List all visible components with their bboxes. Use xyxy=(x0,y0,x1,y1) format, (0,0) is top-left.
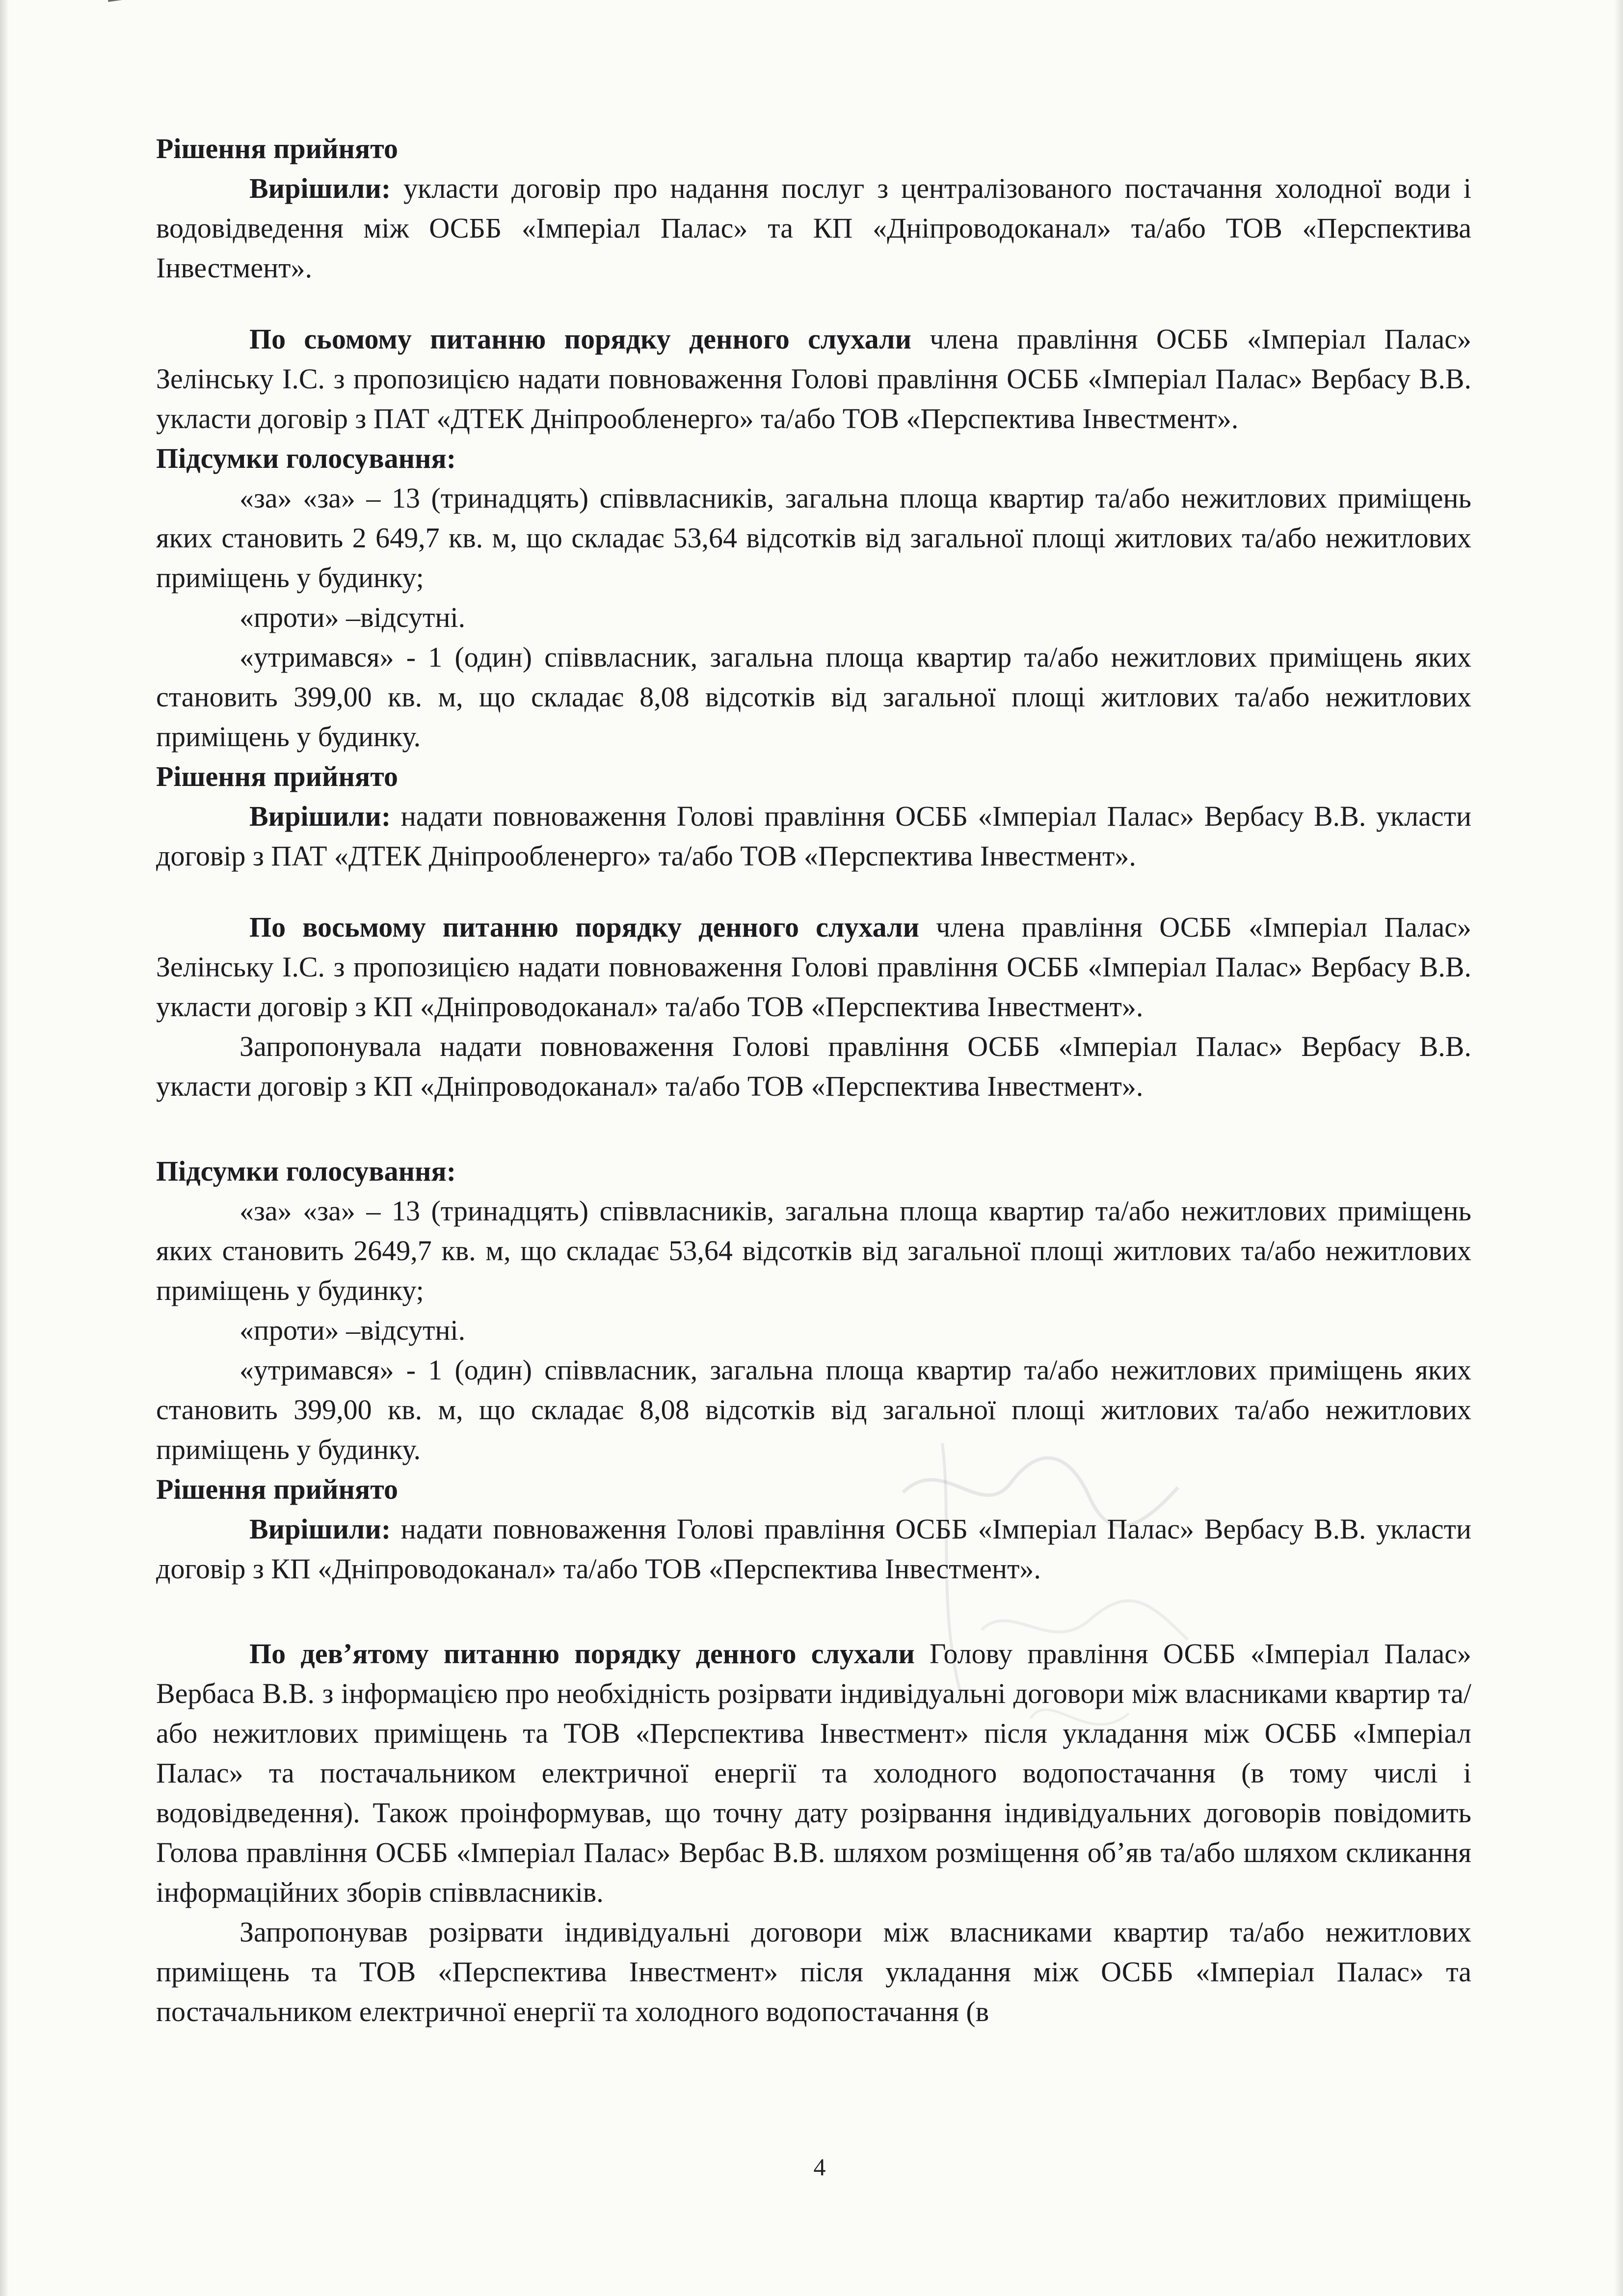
paragraph-lead: Вирішили: xyxy=(249,1513,391,1545)
body-paragraph xyxy=(156,1191,1471,1310)
paragraph-text: укласти договір про надання послуг з централізованого постачання холодної води і водовідведення між ОСББ «Імперіал Палас» та КП «Дніпроводоканал» та/або ТОВ «Перспектива Інвестмент». xyxy=(156,172,1471,284)
paragraph-lead: По дев’ятому питанню порядку денного слухали xyxy=(249,1638,915,1670)
paragraph-text: «утримався» - 1 (один) співвласник, загальна площа квартир та/або нежитлових приміщень яких становить 399,00 кв. м, що складає 8,08 відсотків від загальної площі житлових та/або нежитлових приміщень у будинку. xyxy=(156,1354,1471,1465)
document-body xyxy=(156,129,1471,2031)
body-paragraph xyxy=(156,168,1471,288)
scan-edge-right xyxy=(1614,0,1623,2296)
section-heading: Рішення прийнято xyxy=(156,133,398,164)
section-heading: Підсумки голосування: xyxy=(156,442,456,474)
paragraph-text: Запропонувала надати повноваження Голові правління ОСББ «Імперіал Палас» Вербасу В.В. укласти договір з КП «Дніпроводоканал» та/або ТОВ «Перспектива Інвестмент». xyxy=(156,1030,1471,1102)
paragraph-lead: Вирішили: xyxy=(249,800,391,832)
scan-corner-mark xyxy=(108,0,139,15)
body-paragraph xyxy=(156,1912,1471,2031)
section-heading: Рішення прийнято xyxy=(156,1473,398,1505)
body-paragraph xyxy=(156,1509,1471,1589)
paragraph-text: члена правління ОСББ «Імперіал Палас» Зелінську І.С. з пропозицією надати повноваження Голові правління ОСББ «Імперіал Палас» Вербасу В.В. укласти договір з КП «Дніпроводоканал» та/або ТОВ «Перспектива Інвестмент». xyxy=(156,911,1471,1023)
paragraph-text: Голову правління ОСББ «Імперіал Палас» Вербаса В.В. з інформацією про необхідність розірвати індивідуальні договори між власниками квартир та/або нежитлових приміщень та ТОВ «Перспектива Інвестмент» після укладання між ОСББ «Імперіал Палас» та постачальником електричної енергії та холодного водопостачання (в тому числі і водовідведення). Також проінформував, що точну дату розірвання індивідуальних договорів повідомить Голова правління ОСББ «Імперіал Палас» Вербас В.В. шляхом розміщення об’яв та/або шляхом скликання інформаційних зборів співвласників. xyxy=(156,1638,1471,1908)
page-number: 4 xyxy=(813,2153,826,2181)
paragraph-text: «утримався» - 1 (один) співвласник, загальна площа квартир та/або нежитлових приміщень яких становить 399,00 кв. м, що складає 8,08 відсотків від загальної площі житлових та/або нежитлових приміщень у будинку. xyxy=(156,641,1471,753)
scan-edge-left xyxy=(0,0,9,2296)
body-paragraph xyxy=(156,796,1471,876)
body-paragraph xyxy=(156,319,1471,438)
paragraph-text: надати повноваження Голові правління ОСББ «Імперіал Палас» Вербасу В.В. укласти договір з ПАТ «ДТЕК Дніпрообленерго» та/або ТОВ «Перспектива Інвестмент». xyxy=(156,800,1471,872)
paragraph-lead: По сьомому питанню порядку денного слухали xyxy=(249,323,912,355)
paragraph-lead: По восьмому питанню порядку денного слухали xyxy=(249,911,920,943)
paragraph-gap xyxy=(156,876,1471,907)
body-paragraph xyxy=(156,1026,1471,1106)
body-paragraph xyxy=(156,1350,1471,1469)
paragraph-text: «за» «за» – 13 (тринадцять) співвласників, загальна площа квартир та/або нежитлових приміщень яких становить 2649,7 кв. м, що складає 53,64 відсотків від загальної площі житлових та/або нежитлових приміщень у будинку; xyxy=(156,1195,1471,1306)
body-paragraph xyxy=(156,597,1471,637)
paragraph-text: Запропонував розірвати індивідуальні договори між власниками квартир та/або нежитлових приміщень та ТОВ «Перспектива Інвестмент» після укладання між ОСББ «Імперіал Палас» та постачальником електричної енергії та холодного водопостачання (в xyxy=(156,1916,1471,2027)
paragraph-gap xyxy=(156,1106,1471,1151)
paragraph-text: «за» «за» – 13 (тринадцять) співвласників, загальна площа квартир та/або нежитлових приміщень яких становить 2 649,7 кв. м, що складає 53,64 відсотків від загальної площі житлових та/або нежитлових приміщень у будинку; xyxy=(156,482,1471,594)
body-paragraph xyxy=(156,1634,1471,1912)
body-paragraph xyxy=(156,637,1471,756)
paragraph-text: члена правління ОСББ «Імперіал Палас» Зелінську І.С. з пропозицією надати повноваження Голові правління ОСББ «Імперіал Палас» Вербасу В.В. укласти договір з ПАТ «ДТЕК Дніпрообленерго» та/або ТОВ «Перспектива Інвестмент». xyxy=(156,323,1471,434)
section-heading: Підсумки голосування: xyxy=(156,1155,456,1187)
paragraph-gap xyxy=(156,1589,1471,1634)
paragraph-text: надати повноваження Голові правління ОСББ «Імперіал Палас» Вербасу В.В. укласти договір з КП «Дніпроводоканал» та/або ТОВ «Перспектива Інвестмент». xyxy=(156,1513,1471,1585)
body-paragraph xyxy=(156,1310,1471,1350)
paragraph-text: «проти» –відсутні. xyxy=(239,601,466,633)
paragraph-gap xyxy=(156,288,1471,319)
paragraph-text: «проти» –відсутні. xyxy=(239,1314,466,1346)
paragraph-lead: Вирішили: xyxy=(249,172,391,204)
body-paragraph xyxy=(156,478,1471,597)
section-heading: Рішення прийнято xyxy=(156,760,398,792)
body-paragraph xyxy=(156,907,1471,1026)
